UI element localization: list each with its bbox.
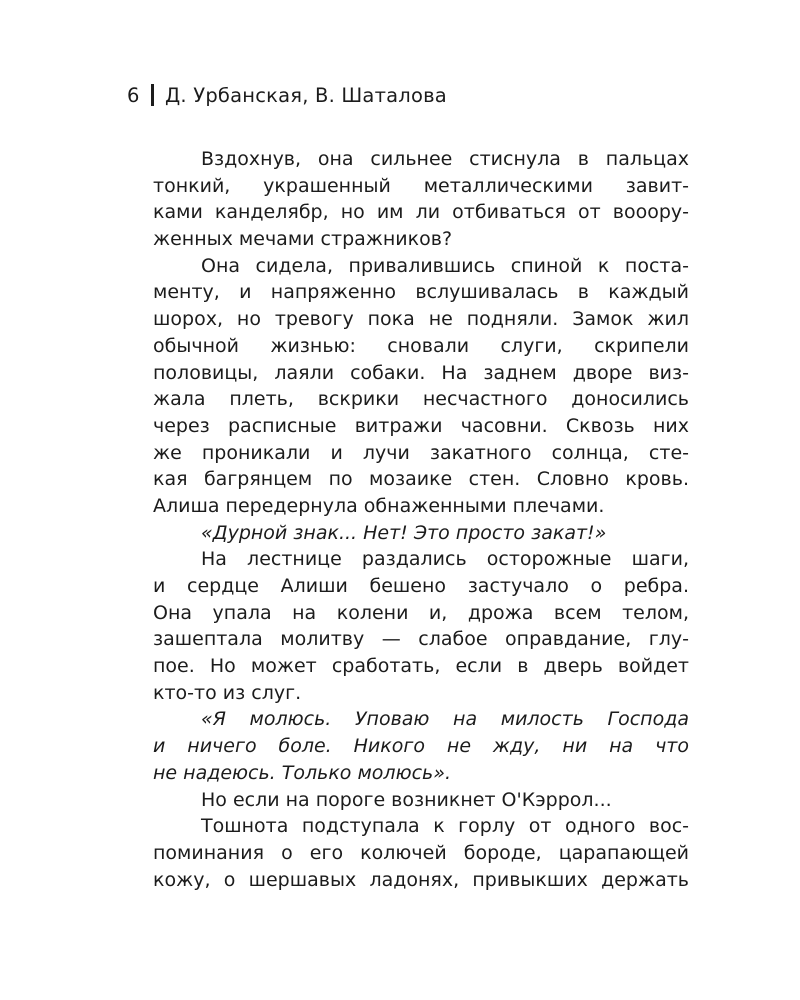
running-head xyxy=(127,82,447,108)
text-line: На лестнице раздались осторожные шаги, xyxy=(201,548,689,571)
text-line: кожу, о шершавых ладонях, привыкших держать xyxy=(153,868,689,891)
text-line: через расписные витражи часовни. Сквозь них xyxy=(153,414,689,437)
text-line-italic: не надеюсь. Только молюсь». xyxy=(153,761,451,784)
text-line: Она сидела, привалившись спиной к поста- xyxy=(201,254,689,277)
text-line: обычной жизнью: сновали слуги, скрипели xyxy=(153,334,689,357)
text-line: зашептала молитву — слабое оправдание, глу- xyxy=(153,628,689,651)
text-line: поминания о его колючей бороде, царапающей xyxy=(153,841,689,864)
text-line-italic: «Дурной знак... Нет! Это просто закат!» xyxy=(201,521,607,544)
text-line: кая багрянцем по мозаике стен. Словно кровь. xyxy=(153,468,689,491)
text-line: жала плеть, вскрики несчастного доносились xyxy=(153,388,689,411)
text-line: шорох, но тревогу пока не подняли. Замок жил xyxy=(153,308,689,331)
text-line: менту, и напряженно вслушивалась в каждый xyxy=(153,281,689,304)
text-line: половицы, лаяли собаки. На заднем дворе виз- xyxy=(153,361,689,384)
page-number: 6 xyxy=(127,83,140,107)
text-line: тонкий, украшенный металлическими завит- xyxy=(153,174,689,197)
text-line: пое. Но может сработать, если в дверь войдет xyxy=(153,655,689,678)
text-line: и сердце Алиши бешено застучало о ребра. xyxy=(153,575,689,597)
header-authors: Д. Урбанская, В. Шаталова xyxy=(165,83,447,107)
text-line: Она упала на колени и, дрожа всем телом, xyxy=(153,601,689,624)
text-line: Алиша передернула обнаженными плечами. xyxy=(153,494,605,517)
text-line: Но если на пороге возникнет О'Кэррол... xyxy=(201,788,612,811)
text-line: Вздохнув, она сильнее стиснула в пальцах xyxy=(201,148,689,170)
text-line: женных мечами стражников? xyxy=(153,228,453,251)
text-line: ками канделябр, но им ли отбиваться от вооору- xyxy=(153,201,689,224)
text-line: Тошнота подступала к горлу от одного вос- xyxy=(201,815,689,838)
text-line-italic: и ничего боле. Никого не жду, ни на что xyxy=(153,735,689,758)
text-line: кто-то из слуг. xyxy=(153,681,302,704)
text-line: же проникали и лучи закатного солнца, сте- xyxy=(153,441,689,464)
body-text xyxy=(153,146,689,893)
header-divider xyxy=(151,84,154,106)
text-line-italic: «Я молюсь. Уповаю на милость Господа xyxy=(201,708,689,731)
